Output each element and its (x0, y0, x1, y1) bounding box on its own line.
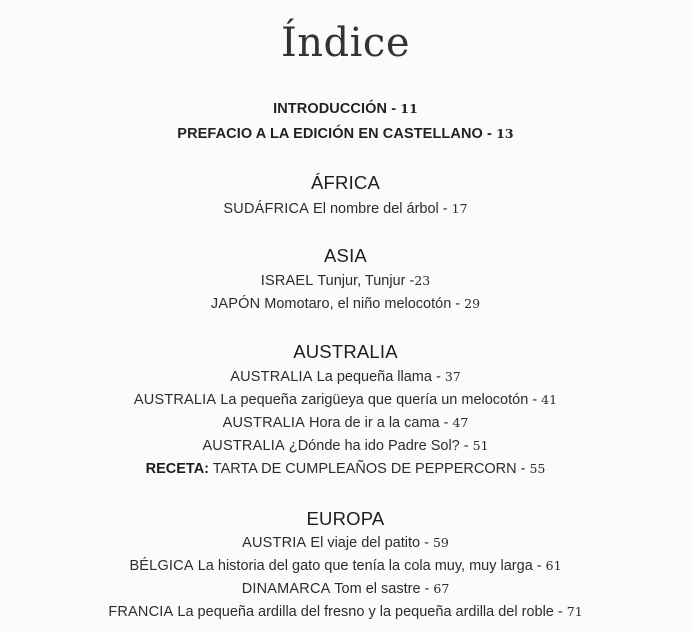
entry-country: AUSTRALIA (222, 415, 305, 431)
section-heading-asia: ASIA (324, 245, 367, 266)
toc-entry[interactable] (0, 581, 691, 597)
section-heading-africa: ÁFRICA (310, 172, 381, 193)
toc-entry[interactable] (0, 201, 691, 217)
toc-entry-prefacio[interactable] (0, 126, 691, 142)
section-heading-australia: AUSTRALIA (293, 341, 398, 362)
entry-title: ¿Dónde ha ido Padre Sol? - (284, 438, 473, 454)
entry-country: AUSTRALIA (133, 392, 217, 408)
entry-page: 17 (451, 201, 468, 216)
entry-title: Tom el sastre - (330, 581, 434, 597)
entry-label: PREFACIO A LA EDICIÓN EN CASTELLANO - (177, 126, 497, 142)
entry-country: AUSTRALIA (230, 369, 313, 385)
toc-entry[interactable] (0, 558, 691, 574)
entry-title: La historia del gato que tenía la cola muy, muy larga - (193, 558, 546, 574)
entry-page: 71 (566, 604, 583, 619)
entry-title: La pequeña llama - (312, 369, 445, 385)
entry-page: 23 (414, 273, 431, 288)
entry-country: DINAMARCA (241, 581, 331, 597)
entry-title: TARTA DE CUMPLEAÑOS DE PEPPERCORN - (209, 461, 530, 477)
section-heading-europa: EUROPA (306, 508, 385, 529)
entry-country: AUSTRALIA (202, 438, 285, 454)
entry-title: El viaje del patito - (306, 535, 433, 551)
entry-page: 55 (529, 461, 546, 476)
entry-page: 59 (432, 535, 449, 550)
entry-page: 67 (433, 581, 450, 596)
toc-entry[interactable] (0, 392, 691, 408)
toc-entry[interactable] (0, 369, 691, 385)
entry-page: 29 (464, 296, 481, 311)
page-title: Índice (280, 20, 411, 66)
entry-page: 41 (541, 392, 558, 407)
toc-entry-introduccion[interactable] (0, 101, 691, 117)
toc-entry-recipe[interactable] (0, 461, 691, 477)
entry-country: BÉLGICA (129, 558, 194, 574)
entry-title: La pequeña zarigüeya que quería un melocotón - (216, 392, 542, 408)
entry-title: Momotaro, el niño melocotón - (260, 296, 465, 312)
entry-page: 51 (472, 438, 489, 453)
entry-title: La pequeña ardilla del fresno y la pequeña ardilla del roble - (173, 604, 567, 620)
entry-country: ISRAEL (260, 273, 314, 289)
recipe-label: RECETA: (145, 461, 210, 477)
toc-entry[interactable] (0, 415, 691, 431)
entry-title: Hora de ir a la cama - (305, 415, 453, 431)
entry-page: 61 (545, 558, 562, 573)
toc-entry[interactable] (0, 535, 691, 551)
entry-page: 37 (444, 369, 461, 384)
toc-entry[interactable] (0, 296, 691, 312)
entry-page: 11 (400, 101, 418, 116)
entry-page: 47 (452, 415, 469, 430)
entry-country: SUDÁFRICA (223, 201, 310, 217)
toc-entry[interactable] (0, 604, 691, 620)
entry-title: El nombre del árbol - (309, 201, 452, 217)
toc-entry[interactable] (0, 438, 691, 454)
entry-title: Tunjur, Tunjur - (313, 273, 415, 289)
entry-page: 13 (496, 126, 514, 141)
entry-country: AUSTRIA (242, 535, 307, 551)
toc-entry[interactable] (0, 273, 691, 289)
entry-country: JAPÓN (210, 296, 261, 312)
entry-country: FRANCIA (108, 604, 174, 620)
entry-label: INTRODUCCIÓN - (273, 101, 401, 117)
